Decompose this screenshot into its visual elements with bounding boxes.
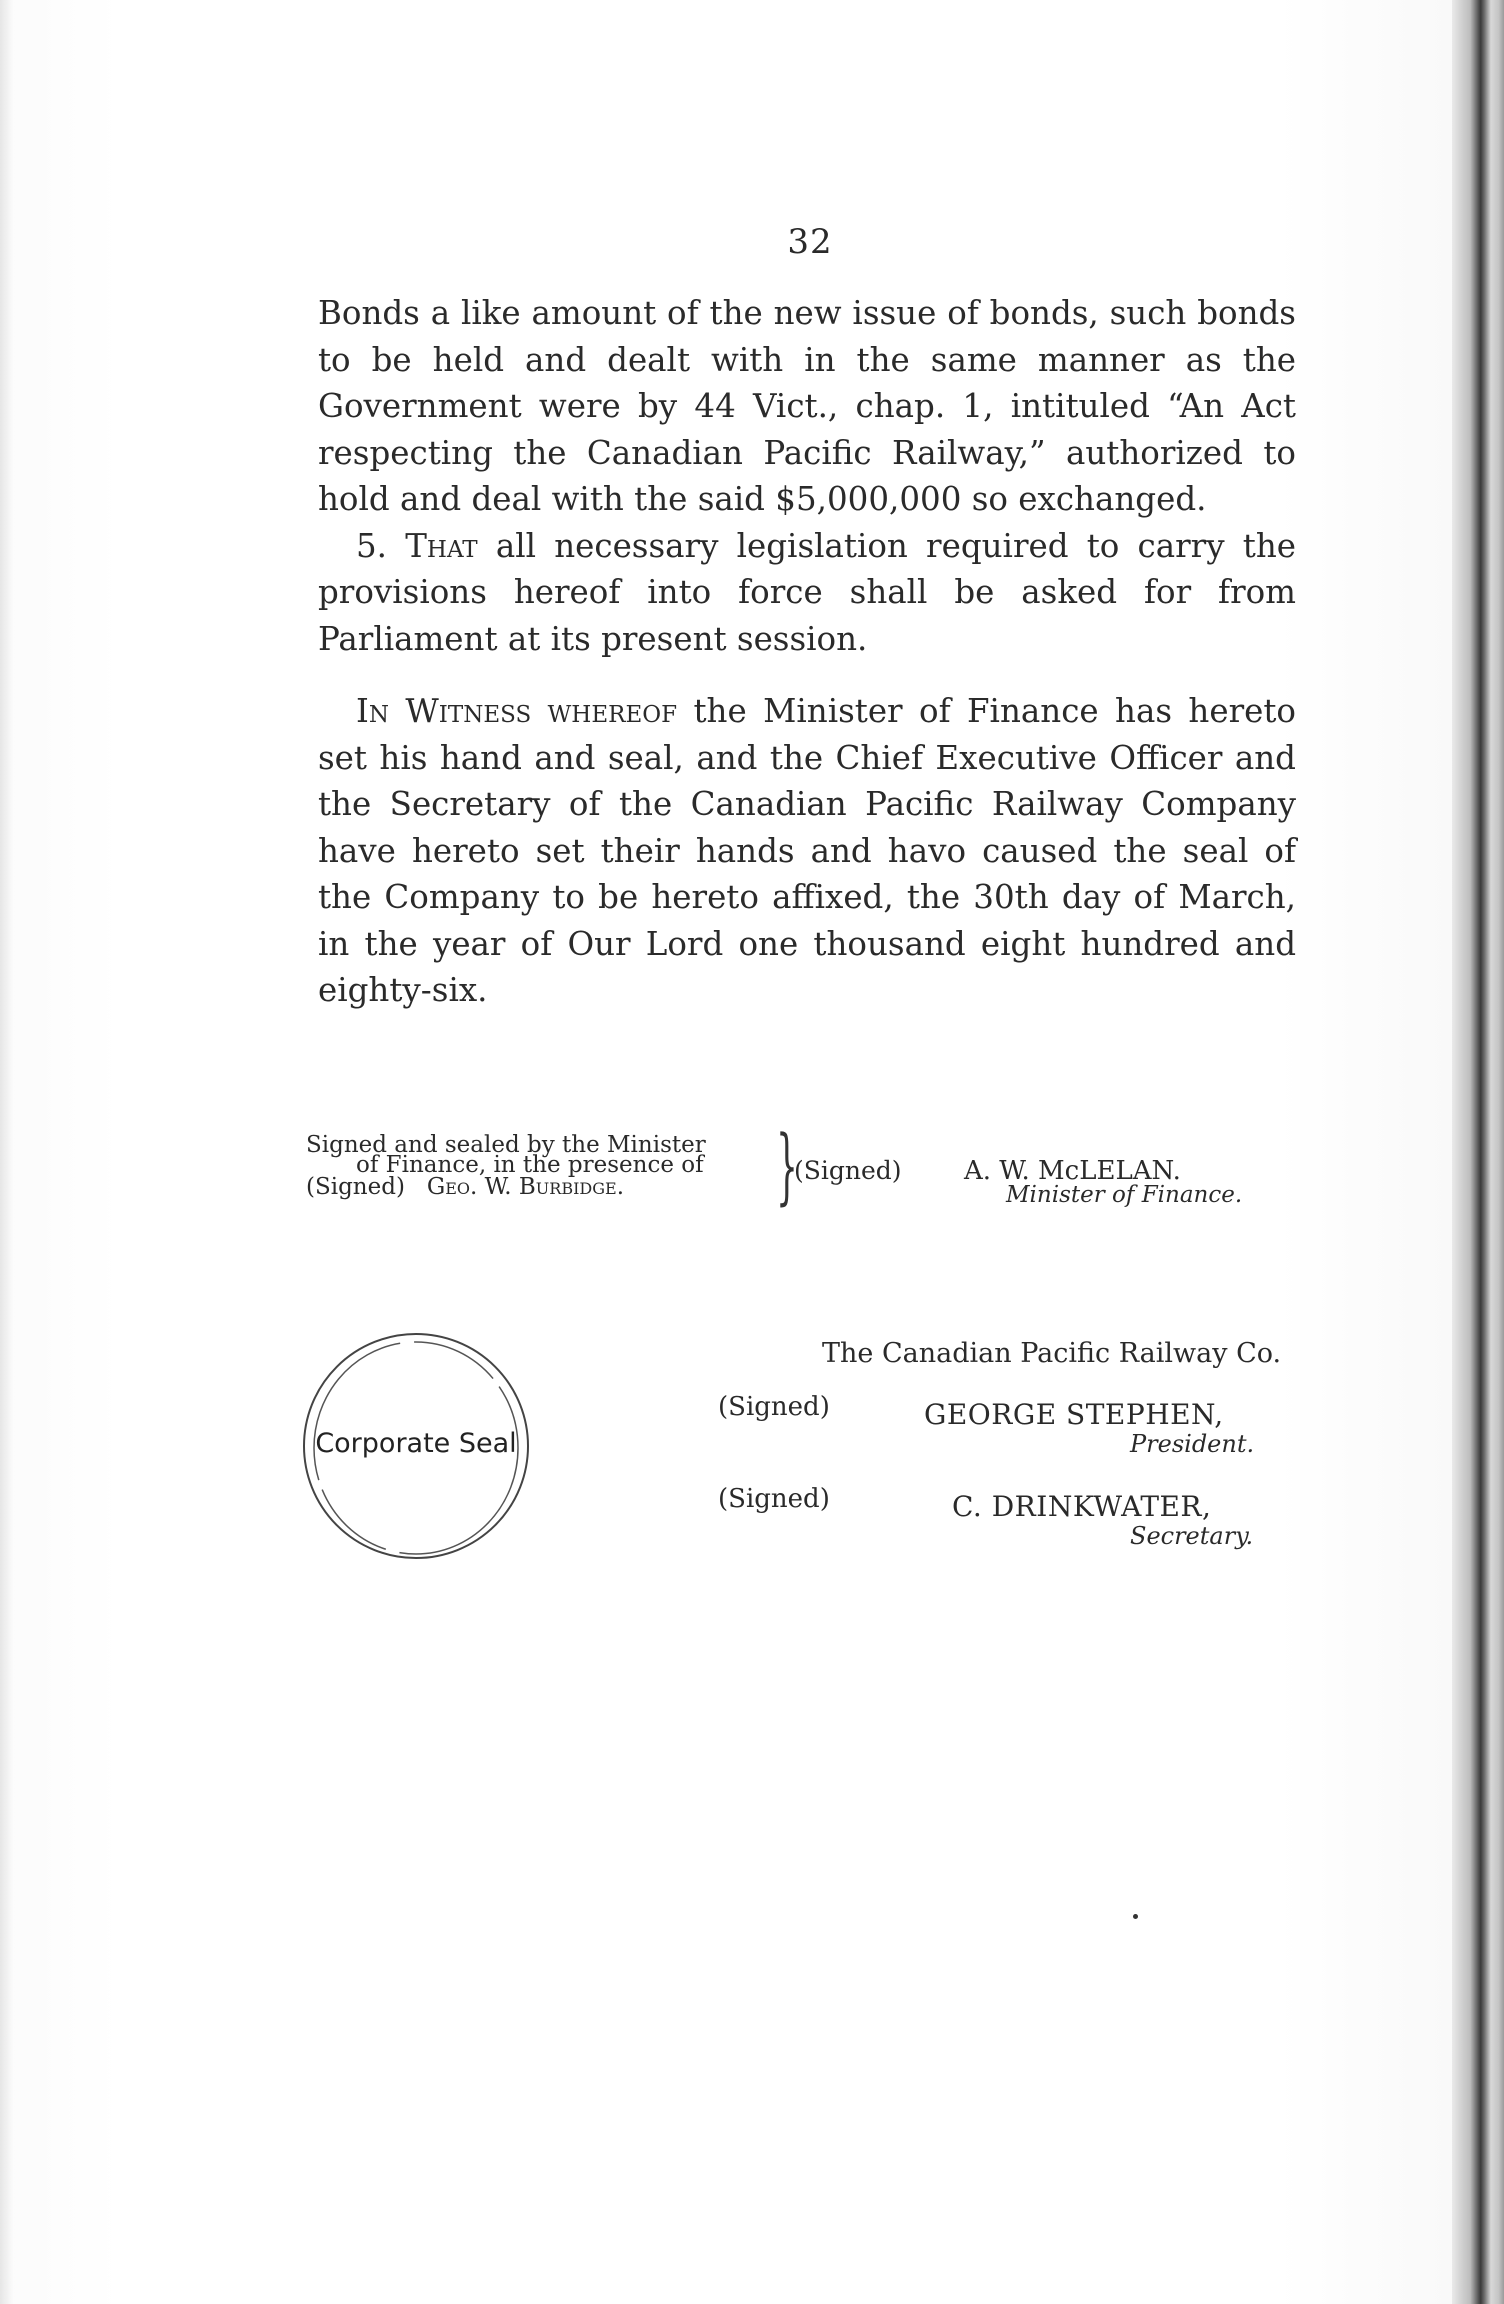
- minister-name: A. W. McLELAN.: [964, 1156, 1181, 1186]
- corporate-seal: [298, 1328, 534, 1564]
- president-title: President.: [1130, 1430, 1255, 1458]
- attestation-line-3: [306, 1176, 624, 1198]
- clause-lead: 5. That: [356, 526, 478, 565]
- secretary-signed-label: (Signed): [718, 1484, 830, 1514]
- clause-text: all necessary legislation required to carry the provisions hereof into force shall be asked for from Parliament at its present session.: [318, 526, 1296, 658]
- signatory-secretary: [718, 1484, 1278, 1554]
- signatory-president: [718, 1392, 1278, 1462]
- minister-signed-label: (Signed): [794, 1156, 902, 1185]
- page-number: 32: [787, 222, 833, 262]
- brace-glyph: }: [776, 1119, 798, 1214]
- book-spine-edge: [1452, 0, 1504, 2304]
- paragraph-witness: [318, 688, 1296, 1014]
- paragraph-legislation: [318, 523, 1296, 663]
- body-text: [318, 290, 1296, 1014]
- witness-signed-label: (Signed): [306, 1174, 405, 1200]
- witness-lead: In Witness whereof: [356, 692, 678, 730]
- witness-text: the Minister of Finance has hereto set his hand and seal, and the Chief Executive Officer and the Secretary of the Canadian Pacific Railway Company have hereto set their hands and havo caused the seal of the Company to be hereto affixed, the 30th day of March, in the year of Our Lord one thousand eight hundred and eighty-six.: [318, 692, 1296, 1009]
- president-name: GEORGE STEPHEN,: [924, 1398, 1224, 1431]
- ink-speck: [1133, 1914, 1138, 1919]
- secretary-title: Secretary.: [1130, 1522, 1254, 1550]
- seal-label: Corporate Seal: [315, 1428, 517, 1459]
- witness-name: Geo. W. Burbidge.: [426, 1174, 625, 1200]
- attestation-line-1: Signed and sealed by the Minister: [306, 1132, 706, 1158]
- page-left-edge: [0, 0, 14, 2304]
- secretary-name: C. DRINKWATER,: [952, 1490, 1212, 1523]
- minister-title: Minister of Finance.: [1006, 1182, 1243, 1208]
- paragraph-bonds: Bonds a like amount of the new issue of bonds, such bonds to be held and dealt with in the same manner as the Government were by 44 Vict., chap. 1, intituled “An Act respecting the Canadian Pacific Railway,” authorized to hold and deal with the said $5,000,000 so exchanged.: [318, 294, 1296, 518]
- minister-signature-block: [306, 1119, 1266, 1234]
- attestation-line-2: of Finance, in the presence of: [356, 1152, 704, 1178]
- president-signed-label: (Signed): [718, 1392, 830, 1422]
- company-name: The Canadian Pacific Railway Co.: [822, 1338, 1282, 1369]
